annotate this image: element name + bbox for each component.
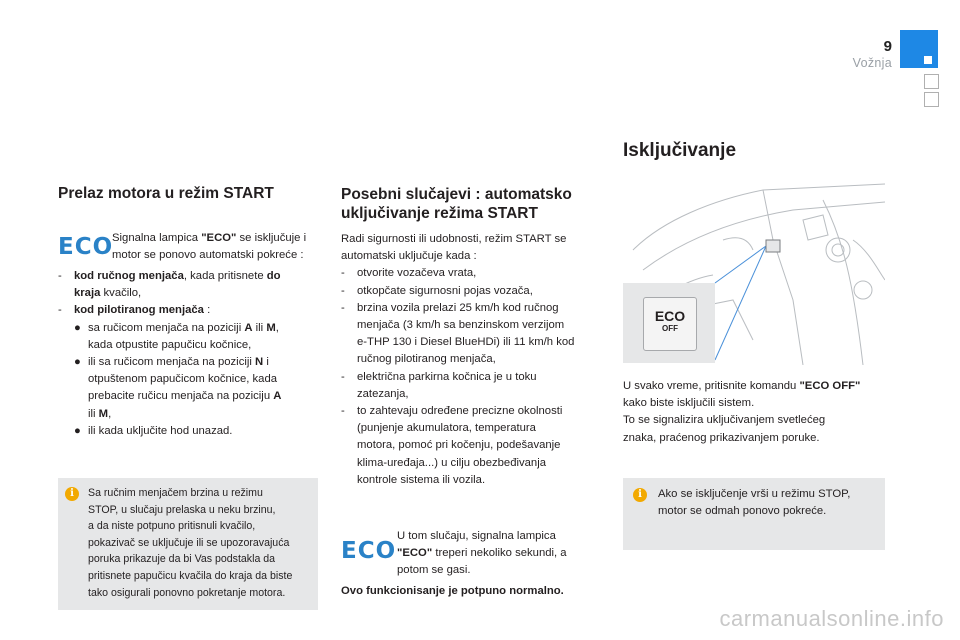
list-item: - to zahtevaju određene precizne okolnosti (punjenje akumulatora, temperatura motora, pomoć pri kočenju, podešavanje klima-uređaja...) u cilju obezbeđivanja kontrole sistema ili vozila.: [341, 405, 563, 486]
watermark: carmanualsonline.info: [719, 606, 944, 631]
chapter-tab[interactable]: [924, 92, 939, 107]
eco-off-button-panel: [623, 283, 715, 363]
eco-blink-text: U tom slučaju, signalna lampica "ECO" treperi nekoliko sekundi, a potom se gasi.: [397, 530, 567, 577]
info-icon: i: [633, 488, 647, 502]
eco-off-button-sublabel: OFF: [662, 324, 678, 333]
list-item: - kod pilotiranog menjača :: [58, 304, 211, 317]
eco-off-button-label: ECO: [654, 308, 686, 324]
section-title-deactivation: Isključivanje: [623, 140, 737, 161]
eco-icon: ECO: [341, 538, 397, 564]
eco-lamp-text: Signalna lampica "ECO" se isključuje i motor se ponovo automatski pokreće :: [112, 232, 307, 262]
info-icon: i: [65, 487, 79, 501]
list-bullet: ● ili sa ručicom menjača na poziciji N i otpuštenom papučicom kočnice, kada prebacite ručicu menjača na poziciju A ili M,: [74, 356, 282, 420]
list-bullet: ● ili kada uključite hod unazad.: [74, 424, 233, 437]
special-cases-text: Radi sigurnosti ili udobnosti, režim START se automatski uključuje kada : - otvorite vozačeva vrata, - otkopčate sigurnosni pojas vozača, - brzina vozila prelazi 25 km/h kod ručnog menjača (3 km/h sa benzinskom verzijom e-THP 130 i Diesel BlueHDi) ili 11 km/h kod ručnog pilotiranog menjača, - električna parkirna kočnica je u toku zatezanja, - to zahtevaju određene precizne okolnosti (punjenje akumulatora, temperatura motora, pomoć pri kočenju, podešavanje klima-uređaja...) u cilju obezbeđivanja kontrole sistema ili vozila.: [341, 231, 606, 489]
info-text: Ako se isključenje vrši u režimu STOP, motor se odmah ponovo pokreće.: [658, 488, 851, 517]
start-conditions-list: [58, 268, 320, 440]
eco-icon: ECO: [58, 234, 114, 260]
section-title-start-mode: Prelaz motora u režim START: [58, 185, 274, 202]
info-text: Sa ručnim menjačem brzina u režimu STOP, u slučaju prelaska u neku brzinu, a da niste potpuno pritisnuli kvačilo, pokazivač se uključuje ili se upozoravajuća poruka prikazuje da bi Vas podstakla da pritisnete papučicu kvačila do kraja da biste tako osigurali ponovno pokretanje motora.: [88, 487, 293, 599]
list-bullet: ● sa ručicom menjača na poziciji A ili M, kada otpustite papučicu kočnice,: [74, 321, 279, 351]
chapter-tab[interactable]: [924, 74, 939, 89]
list-item: - otkopčate sigurnosni pojas vozača,: [341, 284, 533, 297]
tab-square-icon: [924, 56, 932, 64]
page-number: 9: [883, 38, 892, 55]
section-title-special-cases: Posebni slučajevi : automatsko uključivanje režima START: [341, 186, 572, 222]
chapter-title: Vožnja: [852, 56, 892, 70]
list-item: - otvorite vozačeva vrata,: [341, 267, 477, 280]
normal-operation-note: Ovo funkcionisanje je potpuno normalno.: [341, 585, 564, 597]
info-box-manual-gearbox: [58, 478, 318, 610]
list-item: - kod ručnog menjača, kada pritisnete do kraja kvačilo,: [58, 270, 281, 300]
info-box-stop-mode: [623, 478, 885, 550]
chapter-tab-active[interactable]: [900, 30, 938, 68]
list-item: - električna parkirna kočnica je u toku zatezanja,: [341, 370, 537, 400]
list-item: - brzina vozila prelazi 25 km/h kod ručnog menjača (3 km/h sa benzinskom verzijom e-THP 130 i Diesel BlueHDi) ili 11 km/h kod ručnog pilotiranog menjača,: [341, 301, 575, 366]
eco-off-button[interactable]: [643, 297, 697, 351]
deactivation-text: U svako vreme, pritisnite komandu "ECO OFF" kako biste isključili sistem. To se signalizira uključivanjem svetlećeg znaka, praćenog prikazivanjem poruke.: [623, 380, 861, 444]
